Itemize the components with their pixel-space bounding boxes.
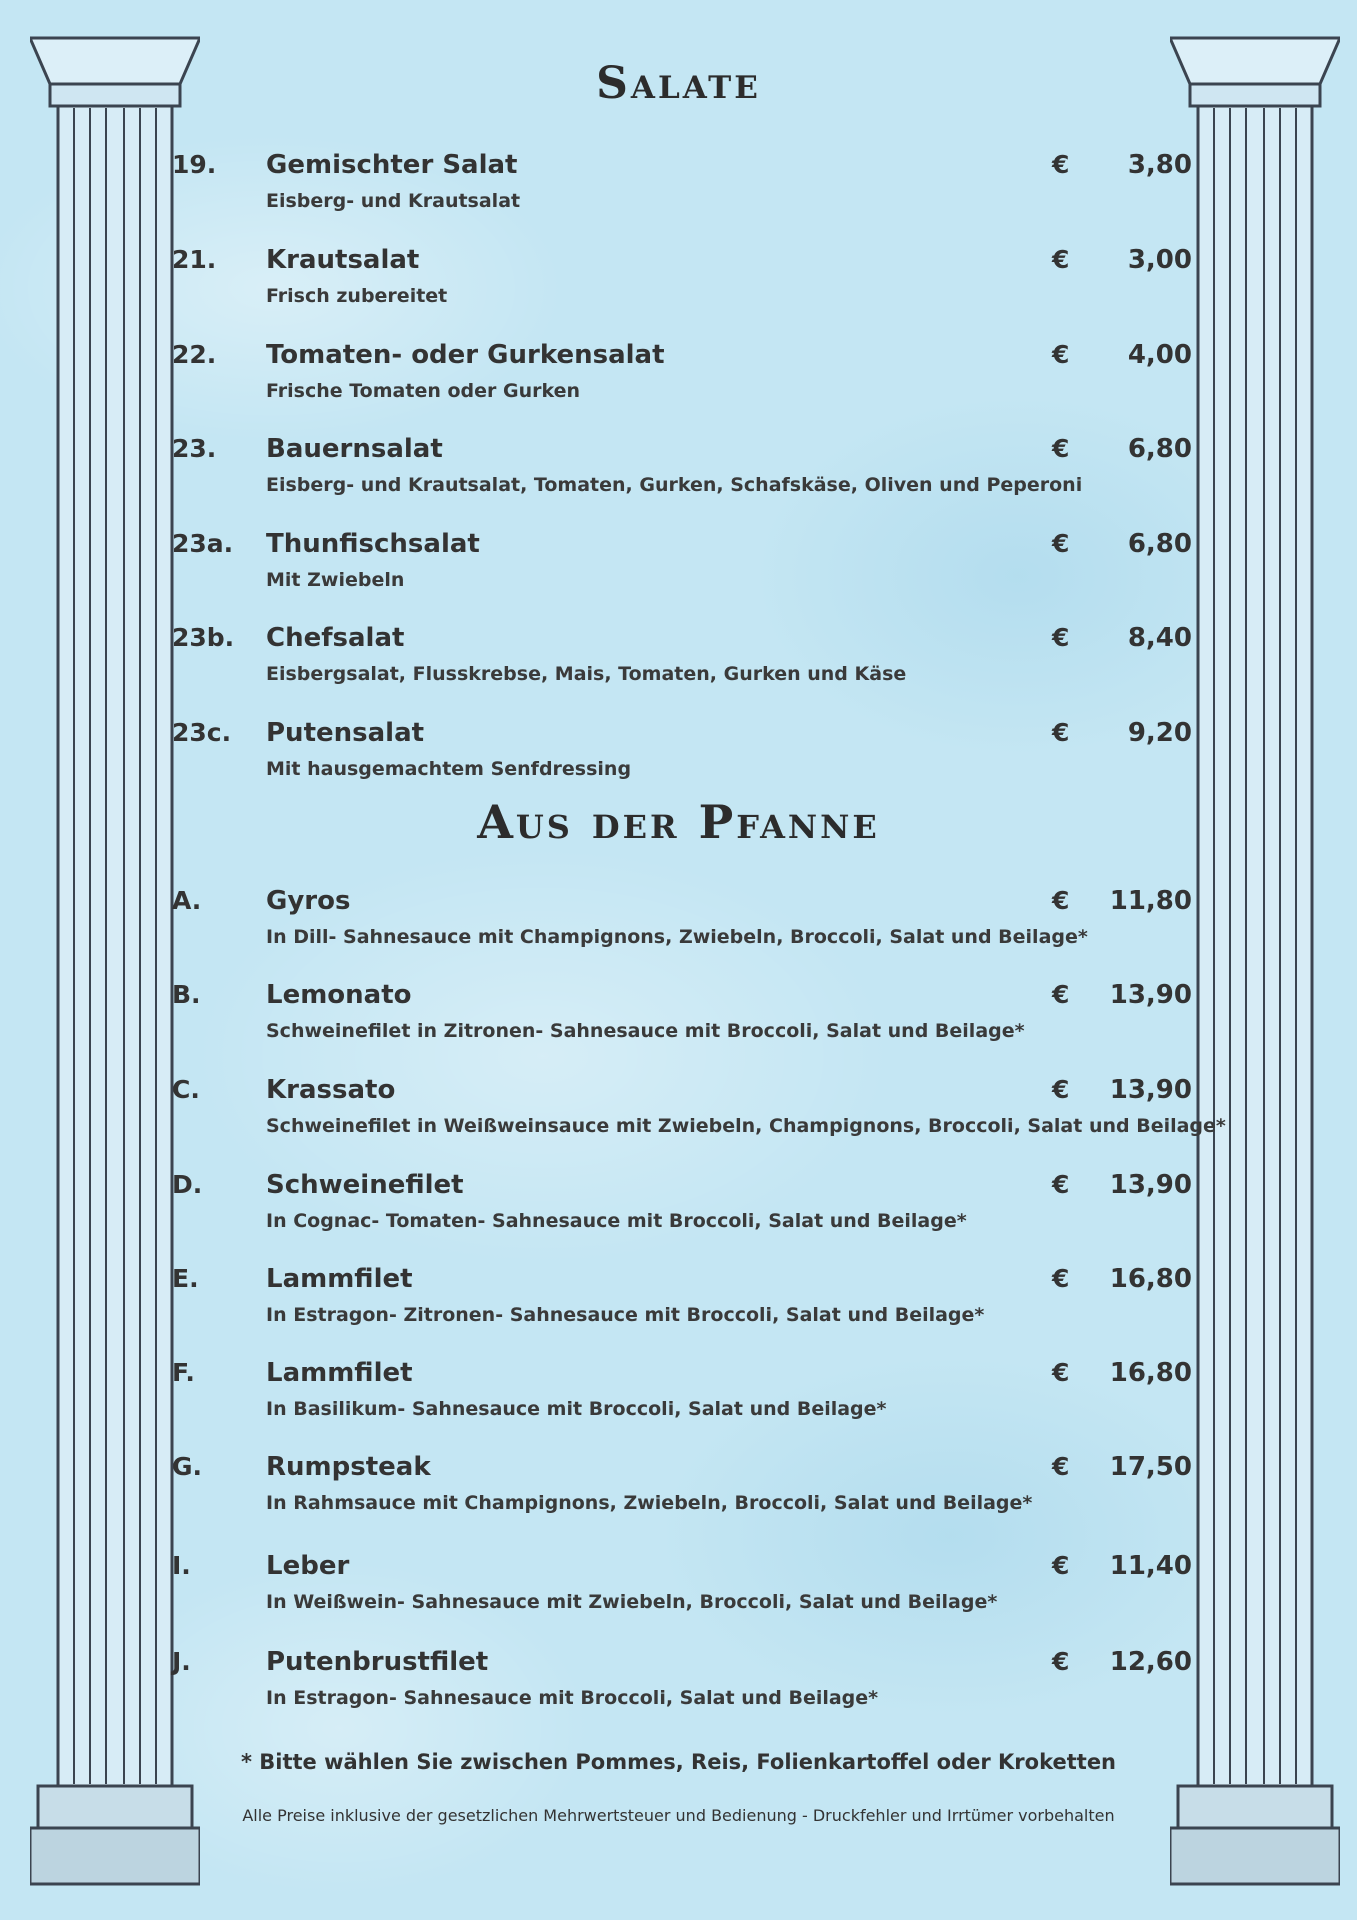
item-number: 22. <box>172 340 217 369</box>
item-currency: € <box>1052 623 1070 652</box>
menu-item <box>0 340 1357 420</box>
menu-item <box>0 1452 1357 1532</box>
menu-item <box>0 150 1357 230</box>
item-currency: € <box>1052 150 1070 179</box>
item-currency: € <box>1052 340 1070 369</box>
menu-item <box>0 980 1357 1060</box>
item-name: Lammfilet <box>266 1264 413 1294</box>
item-description: In Cognac- Tomaten- Sahnesauce mit Broccoli, Salat und Beilage* <box>266 1210 967 1232</box>
item-number: C. <box>172 1075 200 1104</box>
item-name: Tomaten- oder Gurkensalat <box>266 340 665 370</box>
item-description: In Dill- Sahnesauce mit Champignons, Zwiebeln, Broccoli, Salat und Beilage* <box>266 926 1088 948</box>
menu-item <box>0 1551 1357 1631</box>
item-description: Frische Tomaten oder Gurken <box>266 380 581 402</box>
item-description: Mit Zwiebeln <box>266 569 405 591</box>
item-number: 19. <box>172 150 217 179</box>
item-name: Gyros <box>266 886 351 916</box>
item-name: Rumpsteak <box>266 1452 431 1482</box>
item-name: Gemischter Salat <box>266 150 518 180</box>
menu-item <box>0 245 1357 325</box>
item-price: 16,80 <box>1109 1264 1192 1294</box>
item-description: In Estragon- Zitronen- Sahnesauce mit Broccoli, Salat und Beilage* <box>266 1304 985 1326</box>
item-number: E. <box>172 1264 199 1293</box>
item-price: 12,60 <box>1109 1647 1192 1677</box>
item-number: F. <box>172 1358 195 1387</box>
item-name: Leber <box>266 1551 350 1581</box>
item-number: 23. <box>172 434 217 463</box>
item-price: 8,40 <box>1127 623 1192 653</box>
menu-item <box>0 623 1357 703</box>
item-name: Krassato <box>266 1075 396 1105</box>
item-currency: € <box>1052 718 1070 747</box>
item-currency: € <box>1052 1170 1070 1199</box>
item-price: 13,90 <box>1109 980 1192 1010</box>
item-currency: € <box>1052 980 1070 1009</box>
menu-item <box>0 718 1357 798</box>
item-number: 23b. <box>172 623 235 652</box>
item-number: 23a. <box>172 529 234 558</box>
item-description: Frisch zubereitet <box>266 285 448 307</box>
item-price: 16,80 <box>1109 1358 1192 1388</box>
item-number: I. <box>172 1551 191 1580</box>
menu-item <box>0 1075 1357 1155</box>
item-price: 13,90 <box>1109 1170 1192 1200</box>
item-description: Schweinefilet in Weißweinsauce mit Zwiebeln, Champignons, Broccoli, Salat und Beilage* <box>266 1115 1226 1137</box>
item-number: 21. <box>172 245 217 274</box>
item-number: J. <box>172 1647 191 1676</box>
menu-item <box>0 1647 1357 1727</box>
item-name: Chefsalat <box>266 623 405 653</box>
price-disclaimer: Alle Preise inklusive der gesetzlichen Mehrwertsteuer und Bedienung - Druckfehler und Irrtümer vorbehalten <box>242 1806 1115 1825</box>
menu-item <box>0 529 1357 609</box>
item-description: Schweinefilet in Zitronen- Sahnesauce mit Broccoli, Salat und Beilage* <box>266 1020 1025 1042</box>
menu-item <box>0 1358 1357 1438</box>
item-description: Eisberg- und Krautsalat, Tomaten, Gurken, Schafskäse, Oliven und Peperoni <box>266 474 1083 496</box>
item-number: 23c. <box>172 718 232 747</box>
item-name: Putensalat <box>266 718 425 748</box>
item-price: 6,80 <box>1127 434 1192 464</box>
item-name: Bauernsalat <box>266 434 443 464</box>
item-currency: € <box>1052 1647 1070 1676</box>
item-price: 13,90 <box>1109 1075 1192 1105</box>
item-description: Mit hausgemachtem Senfdressing <box>266 758 632 780</box>
item-name: Krautsalat <box>266 245 420 275</box>
item-price: 17,50 <box>1109 1452 1192 1482</box>
item-currency: € <box>1052 529 1070 558</box>
item-price: 3,80 <box>1127 150 1192 180</box>
item-description: In Estragon- Sahnesauce mit Broccoli, Salat und Beilage* <box>266 1687 879 1709</box>
item-currency: € <box>1052 1264 1070 1293</box>
item-name: Thunfischsalat <box>266 529 480 559</box>
item-number: D. <box>172 1170 203 1199</box>
item-price: 6,80 <box>1127 529 1192 559</box>
item-currency: € <box>1052 886 1070 915</box>
item-price: 3,00 <box>1127 245 1192 275</box>
item-description: In Weißwein- Sahnesauce mit Zwiebeln, Broccoli, Salat und Beilage* <box>266 1591 998 1613</box>
item-description: In Rahmsauce mit Champignons, Zwiebeln, Broccoli, Salat und Beilage* <box>266 1492 1033 1514</box>
item-number: G. <box>172 1452 203 1481</box>
item-currency: € <box>1052 1358 1070 1387</box>
item-price: 11,80 <box>1109 886 1192 916</box>
section-title-pfanne: Aus der Pfanne <box>477 795 880 849</box>
item-description: In Basilikum- Sahnesauce mit Broccoli, Salat und Beilage* <box>266 1398 887 1420</box>
item-name: Schweinefilet <box>266 1170 464 1200</box>
item-name: Putenbrustfilet <box>266 1647 489 1677</box>
item-currency: € <box>1052 1452 1070 1481</box>
item-currency: € <box>1052 245 1070 274</box>
item-price: 9,20 <box>1127 718 1192 748</box>
item-currency: € <box>1052 434 1070 463</box>
item-name: Lammfilet <box>266 1358 413 1388</box>
menu-item <box>0 434 1357 514</box>
section-title-salate: Salate <box>596 58 761 109</box>
menu-item <box>0 886 1357 966</box>
menu-item <box>0 1264 1357 1344</box>
item-name: Lemonato <box>266 980 412 1010</box>
menu-item <box>0 1170 1357 1250</box>
item-currency: € <box>1052 1551 1070 1580</box>
item-currency: € <box>1052 1075 1070 1104</box>
side-dish-footnote: * Bitte wählen Sie zwischen Pommes, Reis, Folienkartoffel oder Kroketten <box>240 1750 1117 1774</box>
item-price: 4,00 <box>1127 340 1192 370</box>
item-price: 11,40 <box>1109 1551 1192 1581</box>
item-number: A. <box>172 886 202 915</box>
item-description: Eisbergsalat, Flusskrebse, Mais, Tomaten, Gurken und Käse <box>266 663 907 685</box>
item-description: Eisberg- und Krautsalat <box>266 190 521 212</box>
item-number: B. <box>172 980 201 1009</box>
